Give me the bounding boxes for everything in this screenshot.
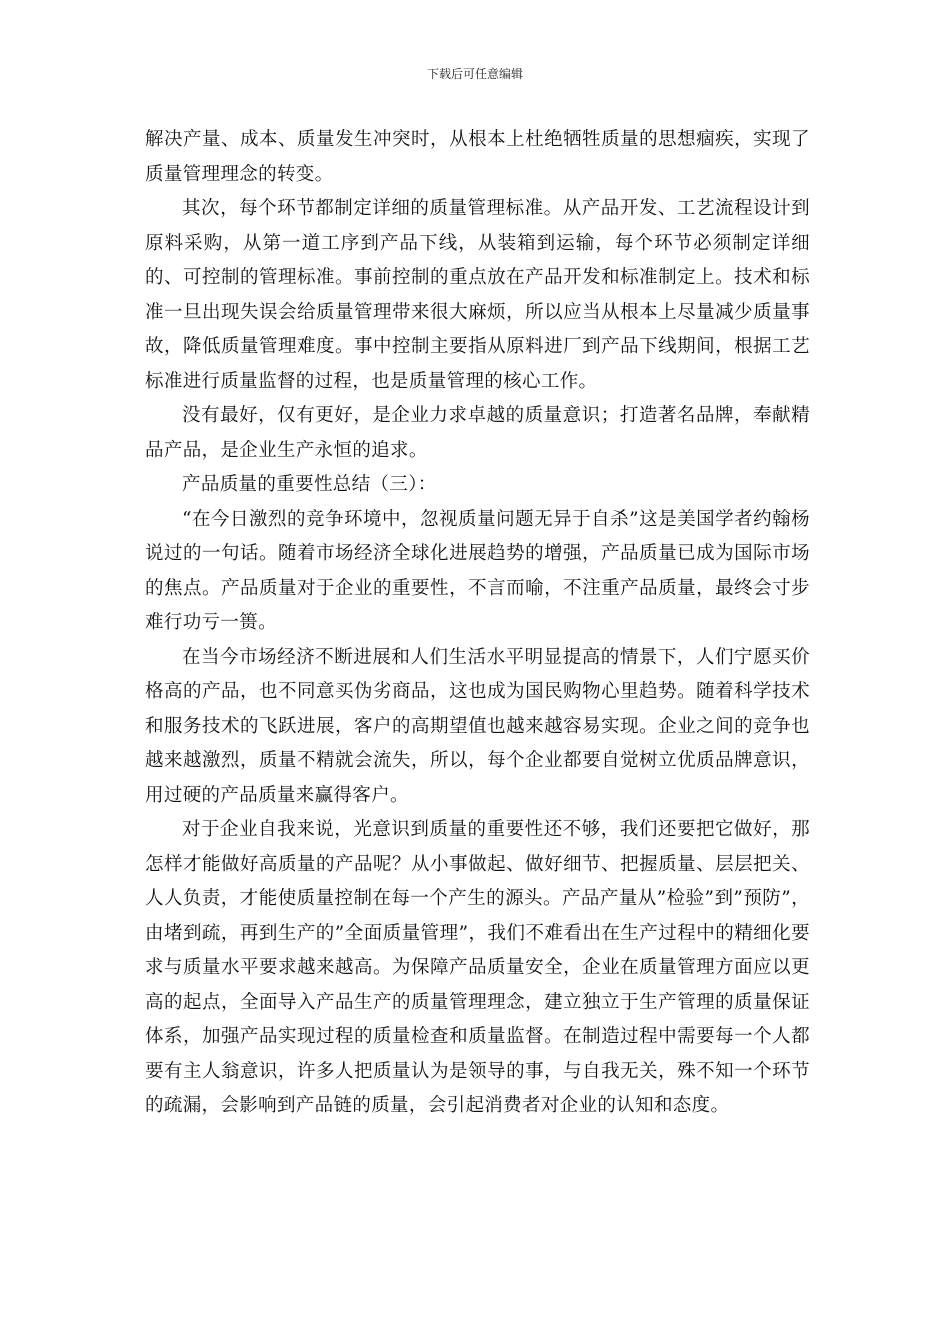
document-body: [145, 123, 810, 1124]
paragraph: 其次，每个环节都制定详细的质量管理标准。从产品开发、工艺流程设计到原料采购，从第一道工序到产品下线，从装箱到运输，每个环节必须制定详细的、可控制的管理标准。事前控制的重点放在产品开发和标准制定上。技术和标准一旦出现失误会给质量管理带来很大麻烦，所以应当从根本上尽量减少质量事故，降低质量管理难度。事中控制主要指从原料进厂到产品下线期间，根据工艺标准进行质量监督的过程，也是质量管理的核心工作。: [145, 198, 810, 392]
paragraph: 解决产量、成本、质量发生冲突时，从根本上杜绝牺牲质量的思想痼疾，实现了质量管理理念的转变。: [145, 129, 810, 185]
paragraph: 没有最好，仅有更好，是企业力求卓越的质量意识；打造著名品牌，奉献精品产品，是企业生产永恒的追求。: [145, 405, 810, 461]
paragraph: 对于企业自我来说，光意识到质量的重要性还不够，我们还要把它做好，那怎样才能做好高质量的产品呢？从小事做起、做好细节、把握质量、层层把关、人人负责，才能使质量控制在每一个产生的源头。产品产量从”检验”到”预防”，由堵到疏，再到生产的”全面质量管理”，我们不难看出在生产过程中的精细化要求与质量水平要求越来越高。为保障产品质量安全，企业在质量管理方面应以更高的起点，全面导入产品生产的质量管理理念，建立独立于生产管理的质量保证体系，加强产品实现过程的质量检查和质量监督。在制造过程中需要每一个人都要有主人翁意识，许多人把质量认为是领导的事，与自我无关，殊不知一个环节的疏漏，会影响到产品链的质量，会引起消费者对企业的认知和态度。: [145, 819, 810, 1116]
paragraph: “在今日激烈的竞争环境中，忽视质量问题无异于自杀”这是美国学者约翰杨说过的一句话。随着市场经济全球化进展趋势的增强，产品质量已成为国际市场的焦点。产品质量对于企业的重要性，不言而喻，不注重产品质量，最终会寸步难行功亏一篑。: [145, 508, 810, 633]
section-heading: 产品质量的重要性总结（三）：: [182, 474, 437, 495]
paragraph: 在当今市场经济不断进展和人们生活水平明显提高的情景下，人们宁愿买价格高的产品，也不同意买伪劣商品，这也成为国民购物心里趋势。随着科学技术和服务技术的飞跃进展，客户的高期望值也越来越容易实现。企业之间的竞争也越来越激烈，质量不精就会流失，所以，每个企业都要自觉树立优质品牌意识，用过硬的产品质量来赢得客户。: [145, 646, 810, 806]
page-header-note: 下载后可任意编辑: [426, 67, 523, 81]
